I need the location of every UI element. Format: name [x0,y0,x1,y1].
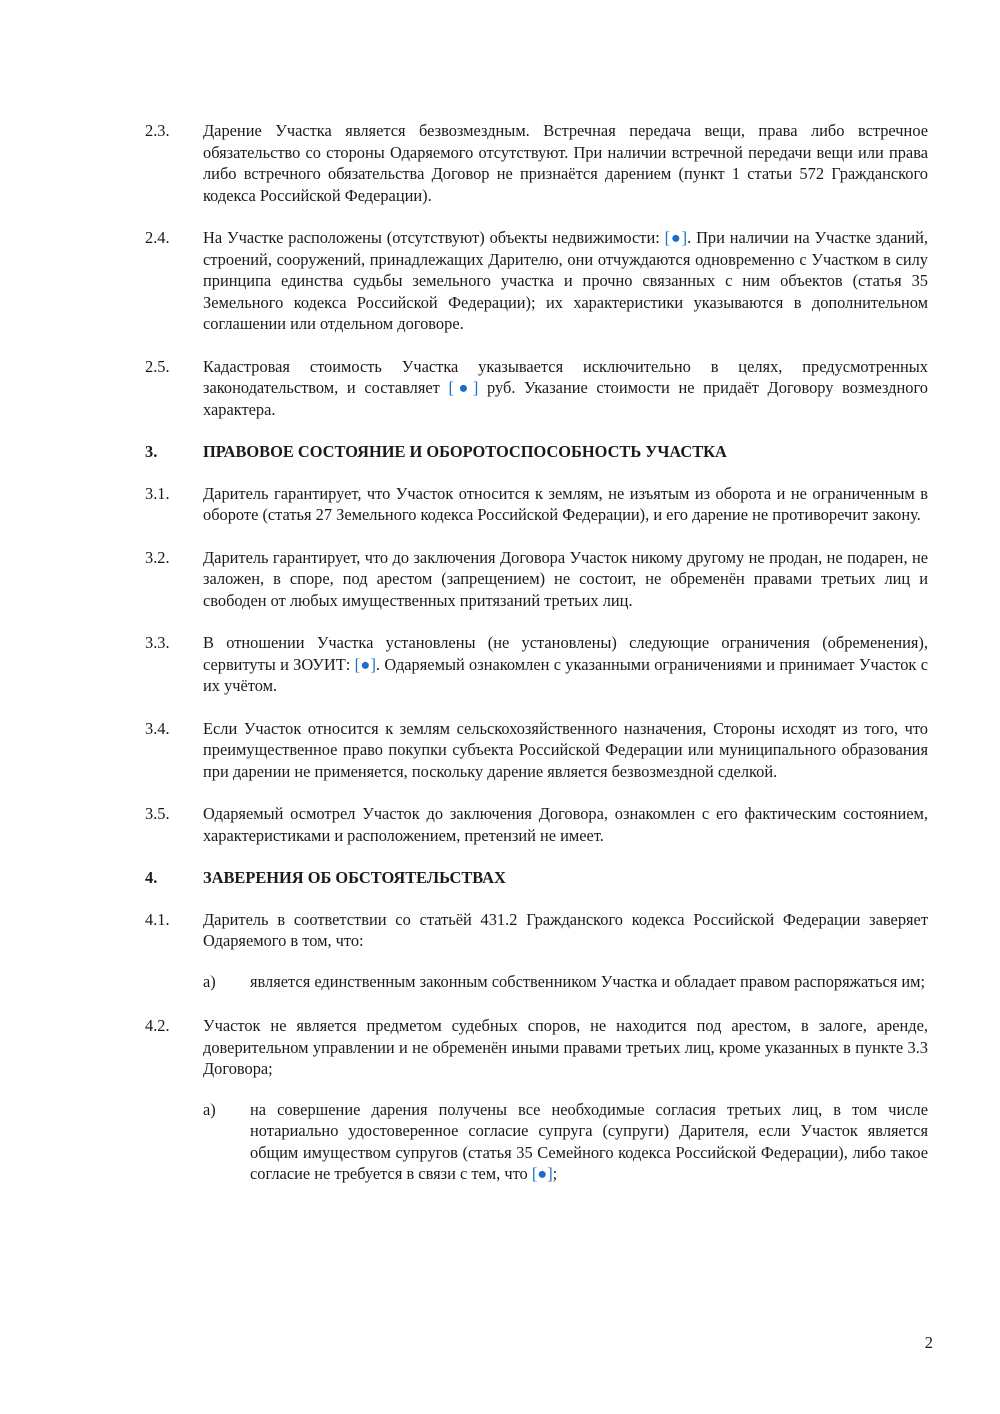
subclause-text [250,1099,928,1185]
clause-number: 4.2. [145,1016,170,1035]
clause-text: Даритель гарантирует, что Участок относится к землям, не изъятым из оборота и не ограниченным в обороте (статья 27 Земельного кодекса Российской Федерации), и его дарение не противоречит закону. [203,483,928,524]
clause-4-2 [145,1015,928,1080]
clause-text-part: На Участке расположены (отсутствуют) объекты недвижимости: [203,228,665,247]
clause-text-part: . При наличии на Участке зданий, строений, сооружений, принадлежащих Дарителю, они отчуждаются одновременно с Участком в силу принципа единства судьбы земельного участка и прочно связанных с ним объектов (статья 35 Земельного кодекса Российской Федерации); их характеристики указываются в дополнительном соглашении или отдельном договоре. [203,228,928,333]
placeholder-marker[interactable]: [●] [531,1164,553,1183]
clause-text: Если Участок относится к землям сельскохозяйственного назначения, Стороны исходят из того, что преимущественное право покупки субъекта Российской Федерации или муниципального образования при дарении не применяется, поскольку дарение является безвозмездной сделкой. [203,718,928,781]
clause-text: Дарение Участка является безвозмездным. Встречная передача вещи, права либо встречное обязательство со стороны Одаряемого отсутствуют. При наличии встречной передачи вещи или права либо встречного обязательства Договор не признаётся дарением (пункт 1 статьи 572 Гражданского кодекса Российской Федерации). [203,121,928,205]
subclause-letter: a) [203,971,216,991]
clause-number: 3.3. [145,633,170,652]
clause-3-2 [145,547,928,612]
clause-3-5 [145,803,928,846]
subclause-text-part: ; [552,1164,558,1183]
clause-text-part: . Одаряемый ознакомлен с указанными ограничениями и принимает Участок с их учётом. [203,654,928,695]
clause-number: 2.4. [145,228,170,247]
clause-3-1 [145,483,928,526]
placeholder-marker[interactable]: [●] [448,378,479,397]
subclause-4-2-a [203,1099,928,1185]
section-number: 4. [145,868,158,887]
section-number: 3. [145,442,158,461]
clause-text [203,227,928,335]
clause-number: 4.1. [145,909,170,929]
section-title: ЗАВЕРЕНИЯ ОБ ОБСТОЯТЕЛЬСТВАХ [203,868,506,887]
clause-text: Участок не является предметом судебных споров, не находится под арестом, в залоге, аренде, доверительном управлении и не обременён иными правами третьих лиц, кроме указанных в пункте 3.3 Договора; [203,1016,928,1078]
clause-2-5 [145,356,928,421]
subclause-text-part: на совершение дарения получены все необходимые согласия третьих лиц, в том числе нотариально удостоверенное согласие супруга (супруги) Дарителя, если Участок является общим имуществом супругов (статья 35 Семейного кодекса Российской Федерации), либо такое согласие не требуется в связи с тем, что [250,1099,928,1183]
section-heading-4 [145,867,928,889]
placeholder-marker[interactable]: [●] [354,654,376,674]
clause-4-1 [145,909,928,952]
clause-text: Даритель в соответствии со статьёй 431.2 Гражданского кодекса Российской Федерации заверяет Одаряемого в том, что: [203,909,928,950]
clause-text-part: В отношении Участка установлены (не установлены) следующие ограничения (обременения), сервитуты и ЗОУИТ: [203,633,928,674]
section-heading-3 [145,441,928,463]
clause-number: 2.5. [145,356,170,376]
subclause-4-1-a [203,971,928,993]
subclause-letter: a) [203,1099,216,1119]
clause-number: 3.5. [145,804,170,823]
clause-2-4 [145,227,928,335]
section-title: ПРАВОВОЕ СОСТОЯНИЕ И ОБОРОТОСПОСОБНОСТЬ УЧАСТКА [203,442,727,461]
placeholder-marker[interactable]: [●] [664,228,688,247]
clause-number: 2.3. [145,121,170,140]
page-number: 2 [924,1333,933,1352]
clause-text: Даритель гарантирует, что до заключения Договора Участок никому другому не продан, не подарен, не заложен, в споре, под арестом (запрещением) не состоит, не обременён правами третьих лиц и свободен от любых имущественных притязаний третьих лиц. [203,547,928,610]
clause-number: 3.1. [145,483,170,503]
clause-3-4 [145,718,928,783]
clause-text-part: Кадастровая стоимость Участка указывается исключительно в целях, предусмотренных законодательством, и составляет [203,356,928,397]
clause-2-3 [145,120,928,206]
clause-number: 3.2. [145,547,170,567]
document-body [145,120,928,1208]
clause-3-3 [145,632,928,697]
clause-number: 3.4. [145,718,170,738]
clause-text [203,632,928,697]
subclause-text: является единственным законным собственником Участка и обладает правом распоряжаться им; [250,971,926,991]
clause-text-part: руб. Указание стоимости не придаёт Договору возмездного характера. [203,378,928,419]
clause-text: Одаряемый осмотрел Участок до заключения Договора, ознакомлен с его фактическим состоянием, характеристиками и расположением, претензий не имеет. [203,804,928,845]
clause-text [203,356,928,421]
